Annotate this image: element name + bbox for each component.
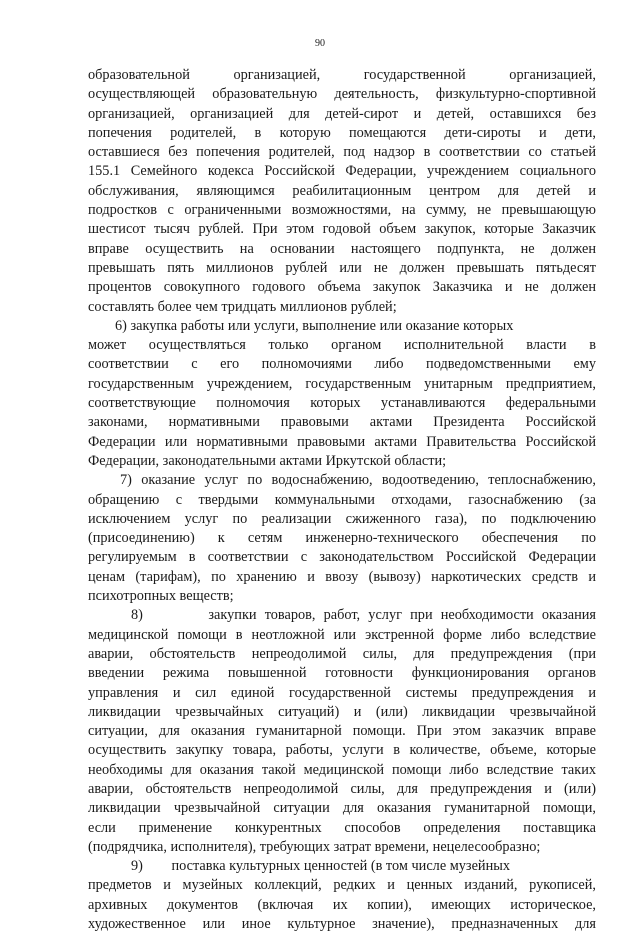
text-line: составлять более чем тридцать миллионов рублей; [88, 298, 397, 315]
text-line: обращению с твердыми коммунальными отходами, газоснабжению (за [88, 491, 596, 508]
text-line: ликвидации чрезвычайной ситуации для оказания гуманитарной помощи, [88, 800, 596, 817]
text-line: необходимы для оказания такой медицинской помощи либо вследствие таких [88, 761, 596, 778]
text-line: государственным учреждением, государственным унитарным предприятием, [88, 375, 596, 392]
text-line: аварии, обстоятельств непреодолимой силы, для предупреждения (при [88, 645, 596, 662]
text-line: организацией, организацией для детей-сирот и детей, оставшихся без [88, 105, 596, 122]
text-line: соответствии с его полномочиями либо подведомственными ему [88, 356, 596, 373]
text-line: 9) поставка культурных ценностей (в том числе музейных [131, 858, 510, 875]
text-line: 6) закупка работы или услуги, выполнение или оказание которых [115, 317, 514, 334]
text-line: медицинской помощи в неотложной или экстренной форме либо вследствие [88, 626, 596, 643]
text-line: осуществить закупку товара, работы, услуги в количестве, объеме, которые [88, 742, 596, 759]
text-line: управления и сил единой государственной системы предупреждения и [88, 684, 596, 701]
text-line: предметов и музейных коллекций, редких и ценных изданий, рукописей, [88, 877, 596, 894]
text-line: образовательной организацией, государственной организацией, [88, 67, 596, 83]
document-body [88, 66, 596, 934]
text-line: законами, нормативными правовыми актами Президента Российской [88, 414, 596, 431]
text-line: регулируемым в соответствии с законодательством Российской Федерации [88, 549, 596, 566]
text-line: ценам (тарифам), по хранению и ввозу (вывозу) наркотических средств и [88, 568, 596, 585]
text-line: 7) оказание услуг по водоснабжению, водоотведению, теплоснабжению, [120, 472, 596, 489]
text-line: ликвидации чрезвычайных ситуаций) и (или) ликвидации чрезвычайной [88, 703, 596, 720]
text-line: процентов совокупного годового объема закупок Заказчика и не должен [88, 279, 596, 296]
text-line: (подрядчика, исполнителя), требующих затрат времени, нецелесообразно; [88, 838, 541, 855]
text-line: аварии, обстоятельств непреодолимой силы, для предупреждения и (или) [88, 780, 596, 797]
text-line: 155.1 Семейного кодекса Российской Федерации, учреждением социального [88, 163, 596, 180]
page-number: 90 [315, 38, 325, 49]
list-item-6 [88, 317, 596, 471]
text-line: обслуживания, являющимся реабилитационным центром для детей и [88, 182, 596, 199]
text-line: архивных документов (включая их копии), имеющих историческое, [88, 896, 596, 913]
text-line: оставшиеся без попечения родителей, под надзор в соответствии со статьей [88, 144, 596, 161]
text-line: попечения родителей, в которую помещаются дети-сироты и дети, [88, 124, 596, 141]
paragraph-continuation [88, 66, 596, 317]
text-line: Федерации, законодательными актами Иркутской области; [88, 452, 447, 469]
text-line: исключением услуг по реализации сжиженного газа), по подключению [88, 510, 596, 527]
text-line: Федерации или нормативными правовыми актами Правительства Российской [88, 433, 596, 450]
text-line: введении режима повышенной готовности функционирования органов [88, 665, 596, 682]
text-line: подростков с ограниченными возможностями, на сумму, не превышающую [88, 202, 596, 219]
list-item-7 [88, 471, 596, 606]
text-line: 8) закупки товаров, работ, услуг при необходимости оказания [131, 607, 596, 624]
text-line: (присоединению) к сетям инженерно-технического обеспечения по [88, 530, 596, 547]
text-line: если применение конкурентных способов определения поставщика [88, 819, 596, 836]
text-line: вправе осуществить на основании настоящего подпункта, не должен [88, 240, 596, 257]
text-line: осуществляющей образовательную деятельность, физкультурно-спортивной [88, 86, 596, 103]
list-item-9 [88, 857, 596, 934]
text-line: художественное или иное культурное значение), предназначенных для [88, 916, 596, 933]
text-line: шестисот тысяч рублей. При этом годовой объем закупок, которые Заказчик [88, 221, 596, 238]
text-line: психотропных веществ; [88, 588, 234, 605]
text-line: превышать пять миллионов рублей или не должен превышать пятьдесят [88, 259, 596, 276]
text-line: может осуществляться только органом исполнительной власти в [88, 337, 596, 354]
text-line: ситуации, для оказания гуманитарной помощи. При этом заказчик вправе [88, 723, 596, 740]
text-line: соответствующие полномочия которых устанавливаются федеральными [88, 395, 596, 412]
list-item-8 [88, 606, 596, 857]
